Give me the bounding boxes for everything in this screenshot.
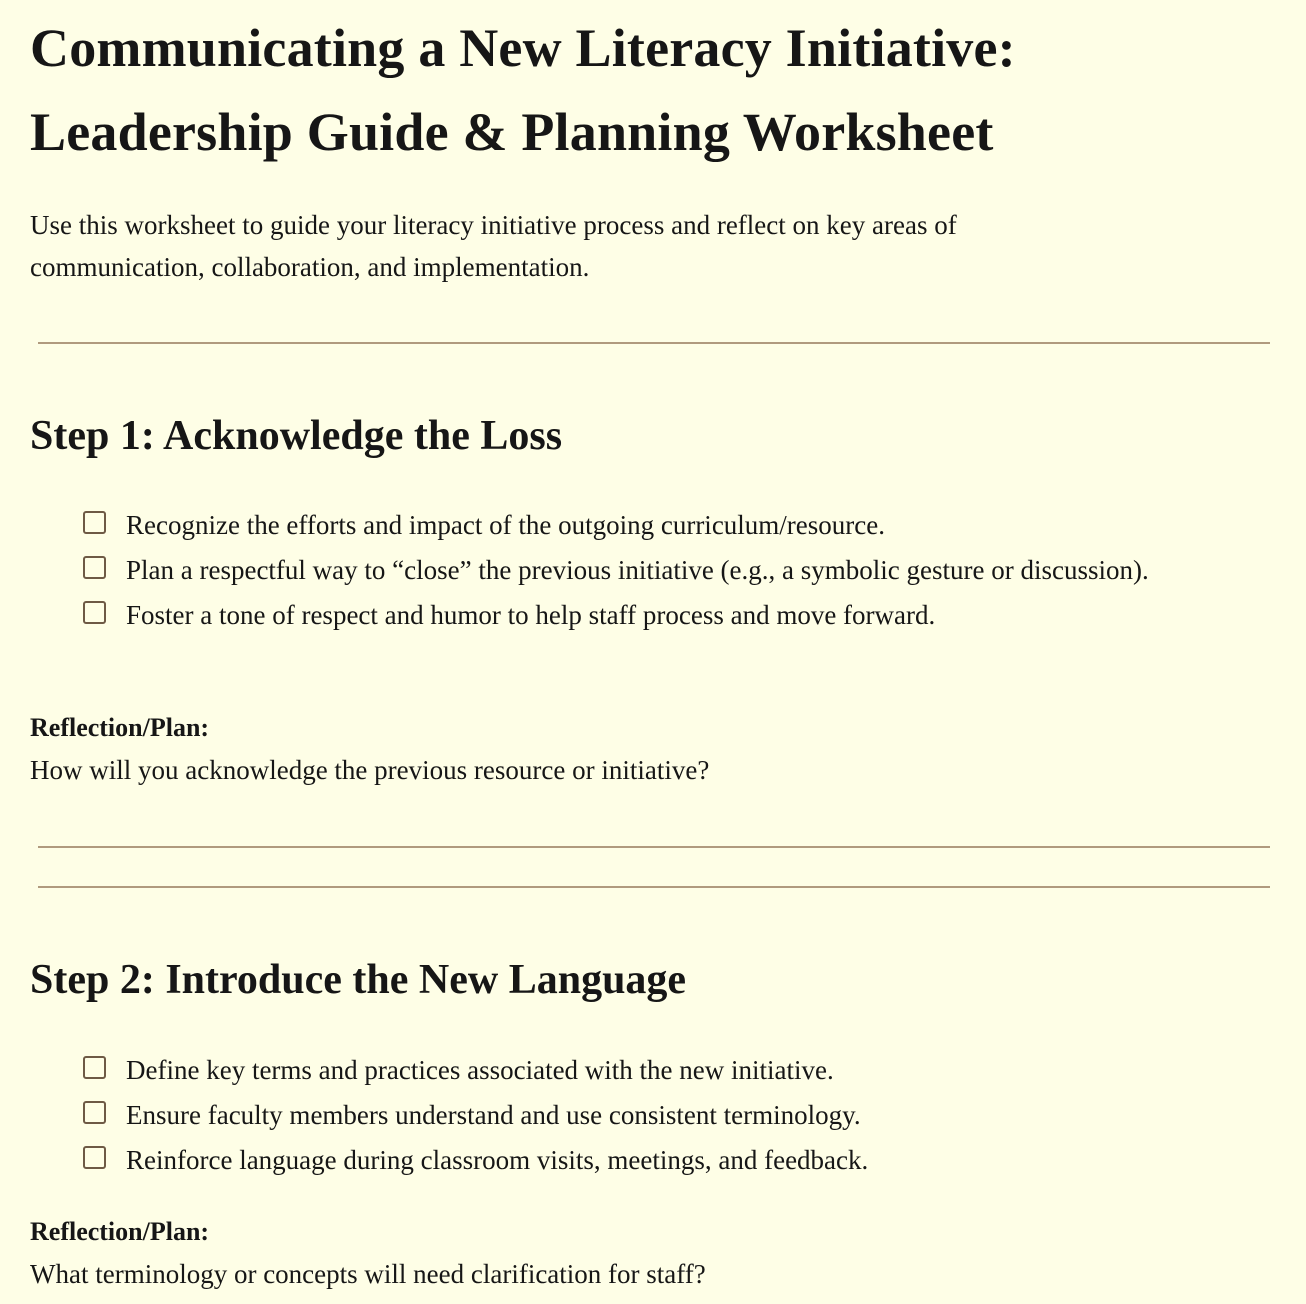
checklist-item — [82, 1140, 1242, 1180]
checklist-item — [82, 1095, 1242, 1135]
reflection-question: How will you acknowledge the previous resource or initiative? — [30, 755, 710, 785]
checklist-item-text: Ensure faculty members understand and use consistent terminology. — [126, 1100, 861, 1130]
checklist-item — [82, 550, 1242, 590]
step-1-checklist — [82, 505, 1242, 640]
step-1-heading: Step 1: Acknowledge the Loss — [30, 413, 563, 459]
step-2-checklist — [82, 1050, 1242, 1185]
divider — [38, 342, 1270, 344]
intro-text — [30, 204, 1230, 288]
checkbox[interactable] — [83, 1101, 106, 1124]
title-line-2: Leadership Guide & Planning Worksheet — [30, 102, 994, 162]
checklist-item-text: Foster a tone of respect and humor to help staff process and move forward. — [126, 600, 936, 630]
step-2-heading: Step 2: Introduce the New Language — [30, 957, 687, 1003]
title-line-1: Communicating a New Literacy Initiative: — [30, 18, 1016, 78]
divider — [38, 886, 1270, 888]
checklist-item-text: Recognize the efforts and impact of the outgoing curriculum/resource. — [126, 510, 885, 540]
reflection-question: What terminology or concepts will need clarification for staff? — [30, 1259, 706, 1289]
checkbox[interactable] — [83, 1146, 106, 1169]
checklist-item — [82, 595, 1242, 635]
checklist-item-text: Reinforce language during classroom visits, meetings, and feedback. — [126, 1145, 869, 1175]
reflection-label: Reflection/Plan: — [30, 1217, 210, 1246]
page-title — [30, 6, 1290, 174]
checklist-item — [82, 1050, 1242, 1090]
answer-line — [38, 846, 1270, 848]
checkbox[interactable] — [83, 556, 106, 579]
intro-line-2: communication, collaboration, and implementation. — [30, 252, 590, 282]
checkbox[interactable] — [83, 511, 106, 534]
checklist-item-text: Plan a respectful way to “close” the previous initiative (e.g., a symbolic gesture or discussion). — [126, 555, 1149, 585]
intro-line-1: Use this worksheet to guide your literacy initiative process and reflect on key areas of — [30, 210, 957, 240]
checkbox[interactable] — [83, 601, 106, 624]
checkbox[interactable] — [83, 1056, 106, 1079]
checklist-item — [82, 505, 1242, 545]
reflection-label: Reflection/Plan: — [30, 713, 210, 742]
checklist-item-text: Define key terms and practices associated with the new initiative. — [126, 1055, 834, 1085]
